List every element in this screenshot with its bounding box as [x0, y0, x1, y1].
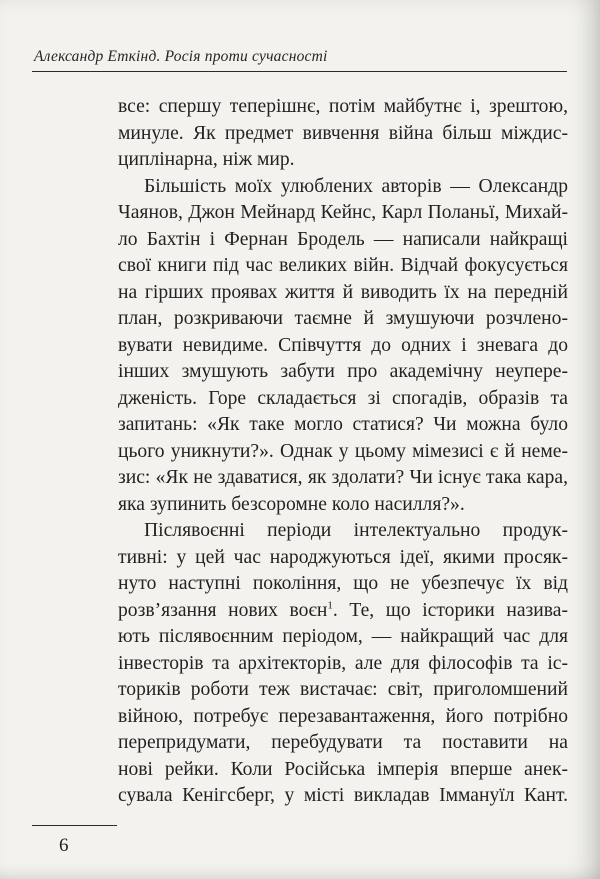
- text-line: яка зупинить безсоромне коло насилля?».: [118, 493, 465, 515]
- running-header: Александр Еткінд. Росія проти сучасності: [34, 48, 328, 65]
- text-line: все: спершу теперішнє, потім майбутнє і, зрештою,: [118, 96, 568, 117]
- text-line: нуто наступні покоління, що не убезпечує їх від: [118, 573, 568, 594]
- text-line: ториків роботи теж вистачає: світ, приголомшений: [118, 679, 568, 700]
- text-line: Більшість моїх улюблених авторів — Олександр: [144, 175, 568, 197]
- text-fragment: . Те, що історики назива-: [332, 599, 568, 621]
- text-line: минуле. Як предмет вивчення війна більш міждис-: [118, 122, 568, 144]
- text-line: зис: «Як не здаватися, як здолати? Чи існує така кара,: [118, 467, 568, 488]
- text-line-with-footnote: [118, 598, 568, 625]
- text-line: план, розкриваючи таємне й змушуючи розчлено-: [118, 308, 568, 329]
- text-line: перепридумати, перебудувати та поставити на: [118, 732, 568, 753]
- text-line: Післявоєнні періоди інтелектуально продук-: [144, 520, 568, 541]
- page-number: 6: [59, 835, 69, 856]
- text-line: цього уникнути?». Однак у цьому мімезисі є й неме-: [118, 440, 568, 462]
- footer-rule: [32, 825, 117, 826]
- text-line: дженість. Горе складається зі спогадів, образів та: [118, 387, 568, 409]
- text-line: ють післявоєнним періодом, — найкращий час для: [118, 626, 568, 647]
- text-line: вувати невидиме. Співчуття до одних і зневага до: [118, 334, 568, 356]
- header-rule: [32, 71, 567, 72]
- body-text: [118, 94, 568, 810]
- text-line: тивні: у цей час народжуються ідеї, якими просяк-: [118, 546, 568, 568]
- text-line: ло Бахтін і Фернан Бродель — написали найкращі: [118, 228, 568, 250]
- text-line: циплінарна, ніж мир.: [118, 149, 295, 170]
- text-line: свої книги під час великих війн. Відчай фокусується: [118, 255, 568, 276]
- text-line: Чаянов, Джон Мейнард Кейнс, Карл Поланьї, Михай-: [118, 202, 568, 223]
- text-line: на гірших проявах життя й виводить їх на передній: [118, 281, 568, 303]
- text-line: інших змушують забути про академічну неупере-: [118, 361, 568, 382]
- footnote-marker[interactable]: 1: [327, 598, 333, 611]
- text-line: війною, потребує перезавантаження, його потрібно: [118, 705, 568, 727]
- text-line: сувала Кенігсберг, у місті викладав Іммануїл Кант.: [118, 785, 568, 806]
- text-line: запитань: «Як таке могло статися? Чи можна було: [118, 414, 568, 435]
- text-line: нові рейки. Коли Російська імперія вперше анек-: [118, 758, 568, 780]
- text-line: інвесторів та архітекторів, але для філософів та іс-: [118, 652, 568, 674]
- text-fragment: розв’язання нових воєн: [118, 599, 328, 621]
